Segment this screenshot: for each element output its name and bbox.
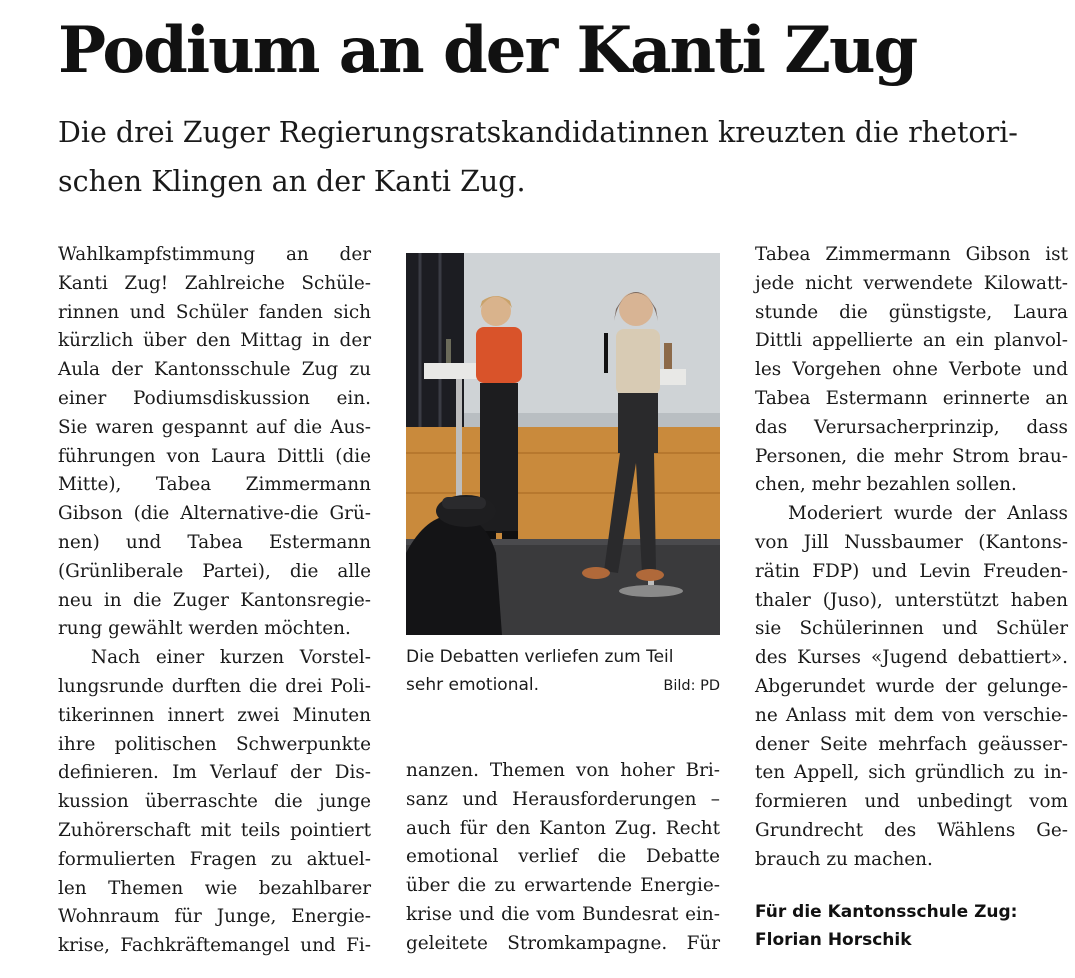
body-line: rinnen und Schüler fanden sich	[58, 301, 371, 323]
body-line: Moderiert wurde der Anlass	[788, 503, 1068, 525]
body-line: Aula der Kantonsschule Zug zu	[58, 359, 371, 381]
lead-line: schen Klingen an der Kanti Zug.	[58, 165, 526, 198]
body-column-3	[755, 241, 1068, 875]
body-line: sie Schülerinnen und Schüler	[755, 618, 1068, 640]
body-line: Gibson (die Alternative-die Grü-	[58, 503, 371, 525]
body-line: Kanti Zug! Zahlreiche Schüle-	[58, 272, 371, 294]
body-column-1	[58, 241, 371, 961]
body-line: emotional verlief die Debatte	[406, 846, 720, 868]
body-line: tikerinnen innert zwei Minuten	[58, 704, 371, 726]
body-line: neu in die Zuger Kantonsregie-	[58, 589, 371, 611]
author-name: Florian Horschik	[755, 930, 912, 950]
body-column-2	[406, 757, 720, 959]
body-line: Sie waren gespannt auf die Aus-	[58, 416, 371, 438]
body-line: jede nicht verwendete Kilowatt-	[755, 272, 1068, 294]
caption-line: Die Debatten verliefen zum Teil	[406, 647, 674, 667]
body-line: kürzlich über den Mittag in der	[58, 330, 371, 352]
body-line: Grundrecht des Wählens Ge-	[755, 819, 1068, 841]
body-line: von Jill Nussbaumer (Kantons-	[755, 531, 1068, 553]
body-line: Nach einer kurzen Vorstel-	[91, 647, 371, 669]
body-line: Wohnraum für Junge, Energie-	[58, 906, 371, 928]
body-line: des Kurses «Jugend debattiert».	[755, 647, 1068, 669]
body-line: definieren. Im Verlauf der Dis-	[58, 762, 371, 784]
body-line: Mitte), Tabea Zimmermann	[58, 474, 371, 496]
body-line: einer Podiumsdiskussion ein.	[58, 387, 371, 409]
body-line: ne Anlass mit dem von verschie-	[755, 704, 1068, 726]
body-line: ihre politischen Schwerpunkte	[58, 733, 371, 755]
body-line: (Grünliberale Partei), die alle	[58, 560, 371, 582]
article-photo	[406, 253, 720, 635]
body-line: len Themen wie bezahlbarer	[58, 877, 371, 899]
body-line: nanzen. Themen von hoher Bri-	[406, 760, 720, 781]
body-line: brauch zu machen.	[755, 848, 933, 870]
photo-credit: Bild: PD	[663, 678, 720, 694]
body-line: Tabea Zimmermann Gibson ist	[755, 244, 1068, 265]
podium-photo-illustration	[406, 253, 720, 635]
body-line: les Vorgehen ohne Verbote und	[755, 359, 1068, 381]
body-line: kussion überraschte die junge	[58, 791, 371, 813]
body-line: Tabea Estermann erinnerte an	[755, 387, 1068, 409]
body-line: stunde die günstigste, Laura	[755, 301, 1068, 323]
headline: Podium an der Kanti Zug	[58, 13, 917, 88]
author-credit	[755, 898, 1068, 954]
body-line: sanz und Herausforderungen –	[406, 788, 720, 810]
body-line: formieren und unbedingt vom	[755, 791, 1068, 813]
body-line: Abgerundet wurde der gelunge-	[755, 675, 1068, 697]
body-line: lungsrunde durften die drei Poli-	[58, 675, 371, 697]
body-line: nen) und Tabea Estermann	[58, 531, 371, 553]
body-line: Dittli appellierte an ein planvol-	[755, 330, 1068, 352]
body-line: formulierten Fragen zu aktuel-	[58, 848, 371, 870]
body-line: Wahlkampfstimmung an der	[58, 244, 371, 265]
lead-text	[58, 108, 1068, 206]
body-line: das Verursacherprinzip, dass	[755, 416, 1068, 438]
author-line: Für die Kantonsschule Zug:	[755, 902, 1018, 922]
lead-line: Die drei Zuger Regierungsratskandidatinnen kreuzten die rhetori-	[58, 116, 1018, 149]
body-line: auch für den Kanton Zug. Recht	[406, 817, 720, 839]
body-line: rätin FDP) und Levin Freuden-	[755, 560, 1068, 582]
body-line: Zuhörerschaft mit teils pointiert	[58, 819, 371, 841]
body-line: rung gewählt werden möchten.	[58, 618, 351, 640]
body-line: führungen von Laura Dittli (die	[58, 445, 371, 467]
photo-caption	[406, 643, 720, 699]
body-line: dener Seite mehrfach geäusser-	[755, 733, 1068, 755]
body-line: thaler (Juso), unterstützt haben	[755, 589, 1068, 611]
body-line: krise und die vom Bundesrat ein-	[406, 903, 720, 925]
body-line: geleitete Stromkampagne. Für	[406, 932, 720, 954]
body-line: krise, Fachkräftemangel und Fi-	[58, 935, 371, 957]
body-line: über die zu erwartende Energie-	[406, 875, 720, 897]
body-line: chen, mehr bezahlen sollen.	[755, 474, 1017, 496]
body-line: Personen, die mehr Strom brau-	[755, 445, 1068, 467]
caption-line: sehr emotional.	[406, 675, 540, 695]
body-line: ten Appell, sich gründlich zu in-	[755, 762, 1068, 784]
